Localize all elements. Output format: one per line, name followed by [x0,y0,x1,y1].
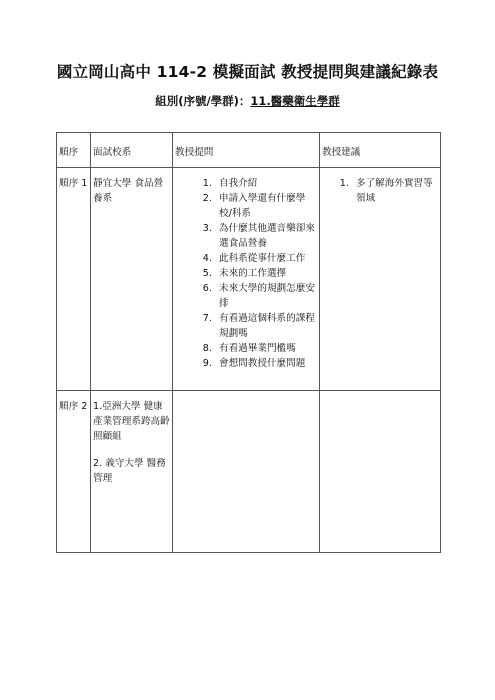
header-order: 順序 [57,133,91,168]
suggestion-item: 1. 多了解海外實習等領域 [352,176,438,206]
table-row [57,168,441,391]
question-item: 9. 會想問教授什麼問題 [215,356,317,371]
question-item: 1. 自我介紹 [215,176,317,191]
row-suggestions [320,391,441,553]
school-entry: 靜宜大學 食品營養系 [93,178,164,204]
group-line [0,93,495,109]
group-value: 11.醫藥衛生學群 [250,94,340,108]
group-label: 組別(序號/學群)： [155,94,251,108]
question-list [175,176,317,371]
school-entry: 1.亞洲大學 健康產業管理系跨高齡照顧組 [93,401,170,442]
question-item: 2. 申請入學還有什麼學校/科系 [215,191,317,221]
question-item: 7. 有看過這個科系的課程規劃嗎 [215,311,317,341]
question-item: 3. 為什麼其他選音樂卻來選食品營養 [215,221,317,251]
row-school [91,391,173,553]
question-item: 6. 未來大學的規劃怎麼安排 [215,281,317,311]
row-order: 順序 2 [57,391,91,553]
table-row [57,391,441,553]
table-header-row [57,133,441,168]
question-item: 5. 未來的工作選擇 [215,266,317,281]
row-questions [173,168,320,391]
school-entry: 2. 義守大學 醫務管理 [93,458,166,484]
row-order: 順序 1 [57,168,91,391]
header-school: 面試校系 [91,133,173,168]
suggestion-list [322,176,438,206]
question-item: 8. 有看過畢業門檻嗎 [215,341,317,356]
header-questions: 教授提問 [173,133,320,168]
record-table [56,132,441,553]
row-suggestions [320,168,441,391]
row-school [91,168,173,391]
page-title: 國立岡山高中 114-2 模擬面試 教授提問與建議紀錄表 [56,63,439,81]
question-item: 4. 此科系從事什麼工作 [215,251,317,266]
row-questions [173,391,320,553]
header-suggestions: 教授建議 [320,133,441,168]
